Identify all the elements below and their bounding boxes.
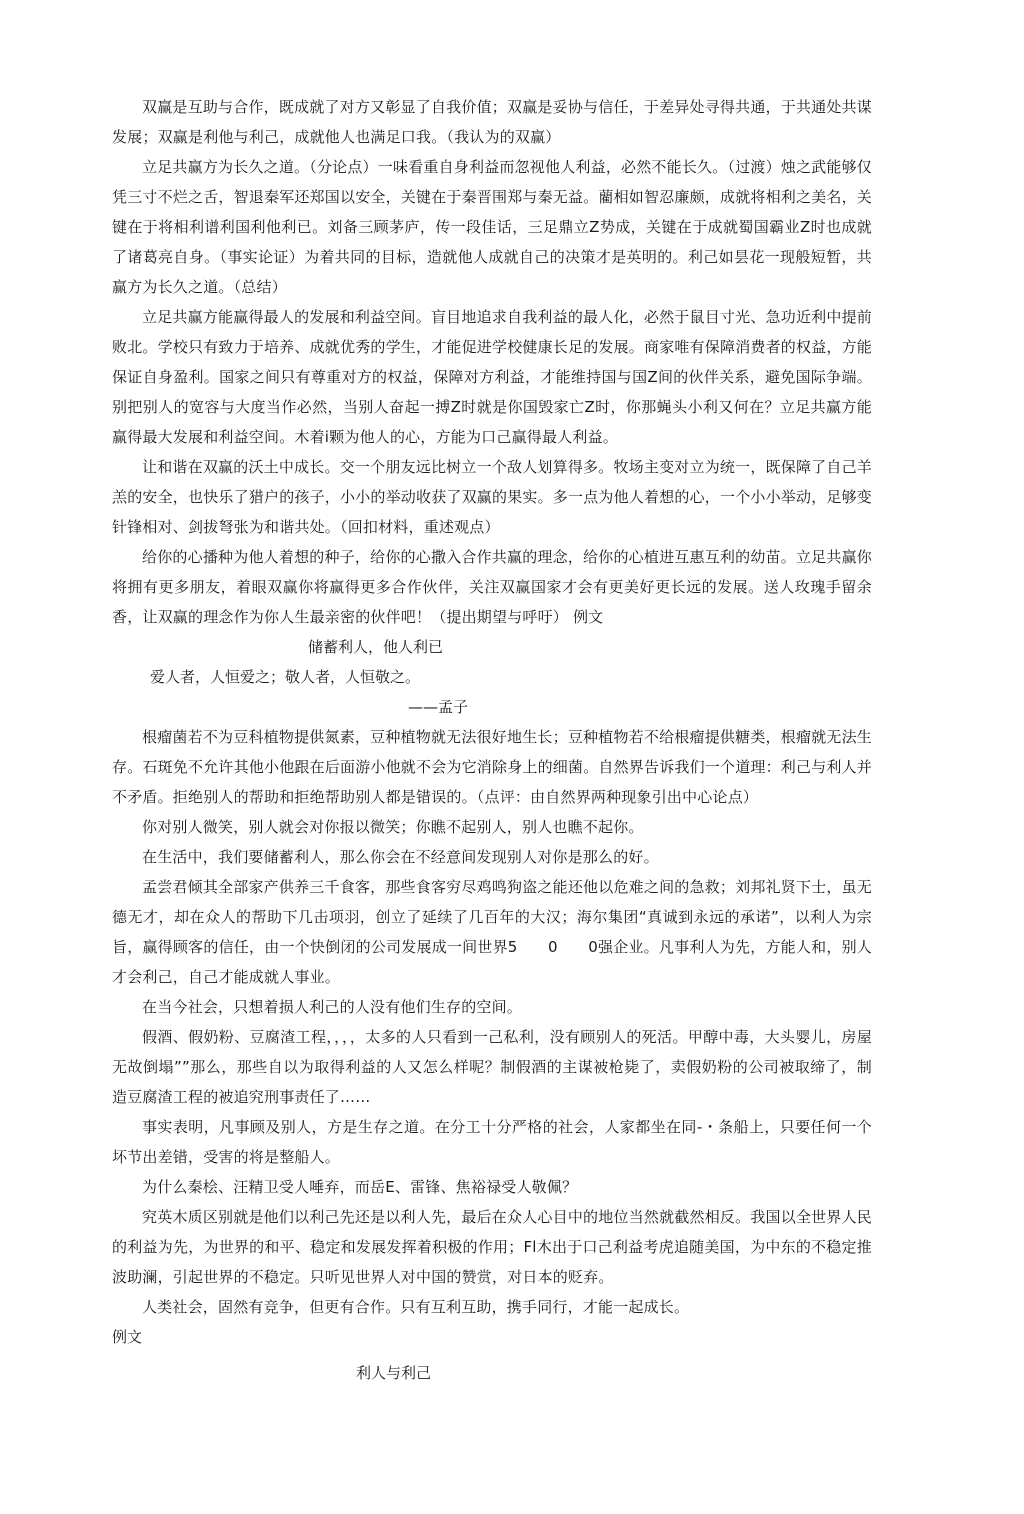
essay-title: 储蓄利人，他人利已 — [308, 638, 444, 656]
paragraph: 立足共赢方能赢得最人的发展和利益空间。盲目地追求自我利益的最人化，必然于鼠目寸光、急功近利中提前败北。学校只有致力于培养、成就优秀的学生，才能促进学校健康长足的发展。商家唯有保障消费者的权益，方能保证自身盈利。国家之间只有尊重对方的权益，保障对方利益，才能维持国与国Z间的伙伴关系，避免国际争端。别把别人的宽容与大度当作必然，当别人奋起一搏Z时就是你国毁家亡Z时，你那蝇头小利又何在？立足共赢方能赢得最大发展和利益空间。木着i颗为他人的心，方能为口己赢得最人利益。 — [112, 308, 873, 446]
paragraph: 双赢是互助与合作，既成就了对方又彰显了自我价值；双赢是妥协与信任，于差异处寻得共通，于共通处共谋发展；双赢是利他与利己，成就他人也满足口我。（我认为的双赢） — [112, 98, 872, 146]
paragraph: 在生活中，我们要储蓄利人，那么你会在不经意间发现别人对你是那么的好。 — [142, 848, 659, 866]
epigraph-author: ——孟子 — [408, 698, 469, 716]
essay-title: 利人与利己 — [356, 1364, 432, 1382]
example-label: 例文 — [112, 1328, 143, 1346]
paragraph: 给你的心播种为他人着想的种子，给你的心撒入合作共赢的理念，给你的心植进互惠互利的幼苗。立足共赢你将拥有更多朋友，着眼双赢你将赢得更多合作伙伴，关注双赢国家才会有更美好更长远的发展。送人玫瑰手留余香，让双赢的理念作为你人生最亲密的伙伴吧！（提出期望与呼吁） 例文 — [112, 548, 872, 626]
paragraph: 你对别人微笑，别人就会对你报以微笑；你瞧不起别人，别人也瞧不起你。 — [142, 818, 644, 836]
paragraph: 事实表明，凡事顾及别人，方是生存之道。在分工十分严格的社会，人家都坐在同-・条船上，只要任何一个坏节出差错，受害的将是整船人。 — [112, 1118, 872, 1166]
paragraph: 为什么秦桧、汪精卫受人唾弃，而岳E、雷锋、焦裕禄受人敬佩？ — [142, 1178, 578, 1196]
paragraph: 立足共赢方为长久之道。（分论点）一味看重自身利益而忽视他人利益，必然不能长久。（过渡）烛之武能够仅凭三寸不烂之舌，智退秦军还郑国以安全，关键在于秦晋围郑与秦无益。藺相如智忍廉颇，成就将相利之美名，关键在于将相利谱利国利他利已。刘备三顾茅庐，传一段佳话，三足鼎立Z势成，关键在于成就蜀国霸业Z时也成就了诸葛亮自身。（事实论证）为着共同的目标，造就他人成就自己的决策才是英明的。利己如昙花一现般短暂，共赢方为长久之道。（总结） — [112, 158, 873, 296]
paragraph: 究英木质区别就是他们以利己先还是以利人先，最后在众人心目中的地位当然就截然相反。我国以全世界人民的利益为先，为世界的和平、稳定和发展发挥着积极的作用；Fl木出于口己利益考虎追随美国，为中东的不稳定推波助澜，引起世界的不稳定。只听见世界人对中国的赞赏，对日本的贬弃。 — [112, 1208, 872, 1286]
epigraph-quote: 爱人者，人恒爱之；敬人者，人恒敬之。 — [150, 668, 421, 686]
paragraph: 让和谐在双赢的沃土中成长。交一个朋友远比树立一个敌人划算得多。牧场主变对立为统一，既保障了自己羊羔的安全，也快乐了猎户的孩子，小小的举动收获了双赢的果实。多一点为他人着想的心，一个小小举动，足够变针锋相对、剑拔弩张为和谐共处。（回扣材料，重述观点） — [112, 458, 873, 536]
paragraph: 假酒、假奶粉、豆腐渣工程，，，，太多的人只看到一己私利，没有顾别人的死活。甲醇中毒，大头婴儿，房屋无故倒塌””那么，那些自以为取得利益的人又怎么样呢？制假酒的主谋被枪毙了，卖假奶粉的公司被取缔了，制造豆腐渣工程的被追究刑事责任了…… — [112, 1028, 872, 1106]
paragraph: 根瘤菌若不为豆科植物提供氮素，豆种植物就无法很好地生长；豆种植物若不给根瘤提供糖类，根瘤就无法生存。石斑免不允许其他小他跟在后面游小他就不会为它消除身上的细菌。自然界告诉我们一个道理：利己与利人并不矛盾。拒绝别人的帮助和拒绝帮助别人都是错误的。（点评：由自然界两种现象引出中心论点） — [112, 728, 873, 806]
paragraph: 在当今社会，只想着损人利己的人没有他们生存的空间。 — [142, 998, 523, 1016]
paragraph: 孟尝君倾其全部家产供养三千食客，那些食客穷尽鸡鸣狗盗之能还他以危难之间的急救；刘邦礼贤下士，虽无德无才，却在众人的帮助下几击项羽，创立了延续了几百年的大汉；海尔集团“真诚到永远的承诺”，以利人为宗旨，赢得顾客的信任，由一个快倒闭的公司发展成一间世界5 0 0强企业。凡事利人为先，方能人和，别人才会利己，自己才能成就人事业。 — [112, 878, 872, 986]
document-page — [112, 92, 872, 1388]
paragraph: 人类社会，固然有竞争，但更有合作。只有互利互助，携手同行，才能一起成长。 — [142, 1298, 690, 1316]
